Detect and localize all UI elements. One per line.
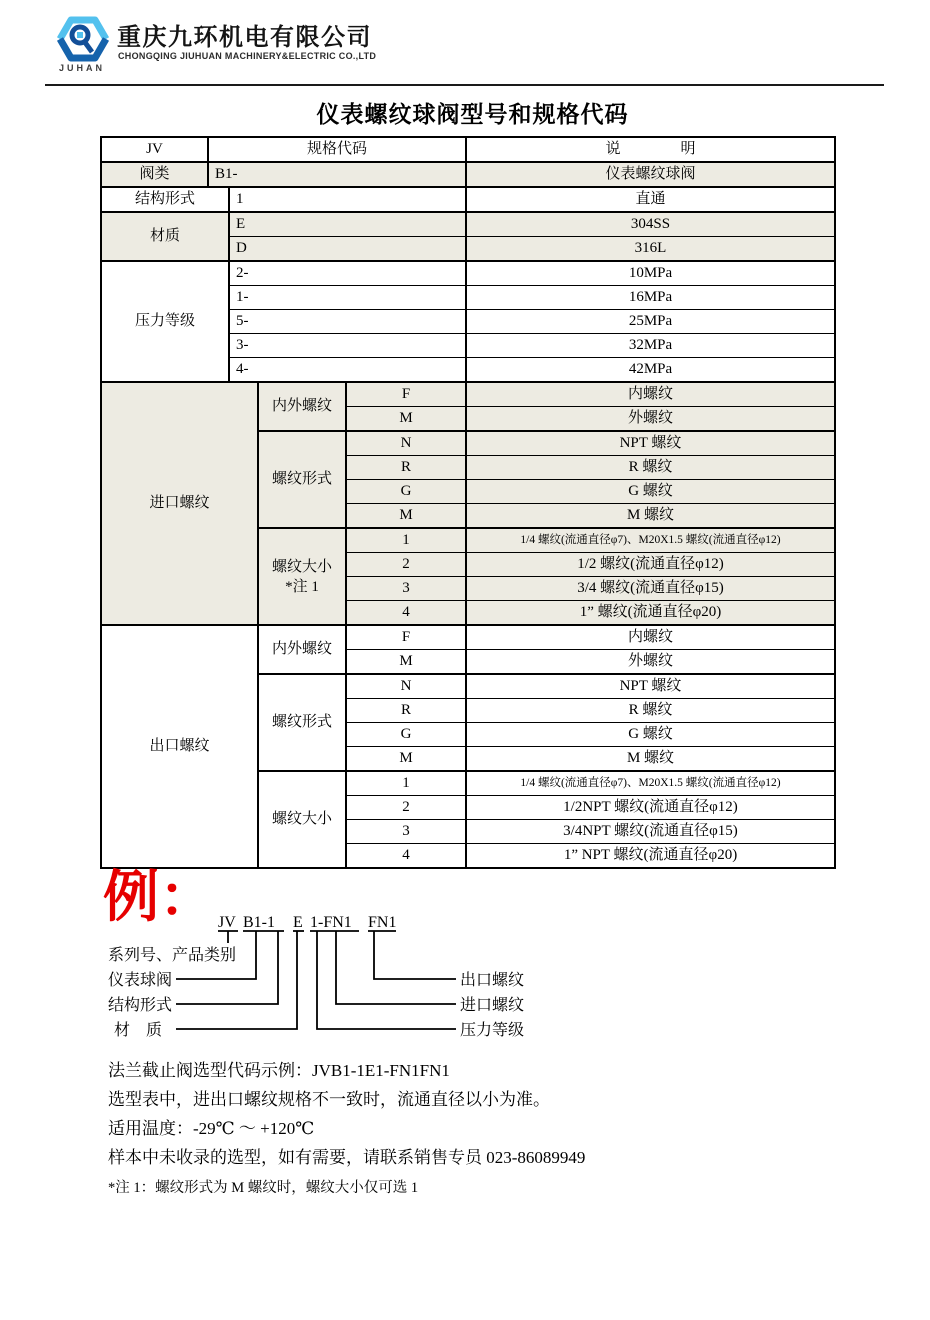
desc-cell: 304SS [630,216,671,233]
code-cell: G [347,480,467,503]
cell-spec-header: 规格代码 [209,138,467,161]
code-cell: 1 [347,772,467,795]
table-row [347,455,834,479]
table-row [347,772,834,795]
table-row [230,357,834,381]
cell-series-code: JV [102,138,209,161]
code-cell: M [347,747,467,770]
table-row [230,262,834,285]
example-label: 例： [103,867,215,929]
table-row [347,843,834,867]
row-label: 出口螺纹 [102,626,259,867]
code-cell: 1 [347,529,467,552]
desc-cell: R 螺纹 [628,459,673,476]
code-cell: 4 [347,844,467,867]
table-row [230,285,834,309]
table-row [347,600,834,624]
table-row [230,333,834,357]
table-row [230,236,834,260]
group-label: 内外螺纹 [259,383,347,430]
code-cell: 1- [230,286,467,309]
desc-cell: 25MPa [628,313,673,330]
inlet-size-group [259,527,834,624]
table-row [347,529,834,552]
note-line: *注 1：螺纹形式为 M 螺纹时，螺纹大小仅可选 1 [108,1180,419,1196]
desc-cell: G 螺纹 [628,483,673,500]
desc-cell: 3/4 螺纹(流通直径φ15) [577,580,724,597]
table-row [347,383,834,406]
desc-cell: 外螺纹 [627,653,673,670]
diagram-labels [108,946,524,1039]
footer-notes [108,1056,585,1203]
code-cell: F [347,626,467,649]
group-label-line1: 螺纹大小 [271,558,332,575]
code-segment: FN1 [368,914,397,931]
row-label: 压力等级 [102,262,230,381]
desc-cell: 316L [634,240,667,257]
table-header-row [102,138,834,161]
table-row [230,213,834,236]
desc-cell: 内螺纹 [627,386,673,403]
desc-cell: 16MPa [628,289,673,306]
table-row [230,309,834,333]
code-cell: R [347,456,467,479]
desc-cell: 42MPa [628,361,673,378]
desc-cell: 3/4NPT 螺纹(流通直径φ15) [563,823,738,840]
desc-cell: 1/2 螺纹(流通直径φ12) [577,556,724,573]
row-label: 阀类 [102,163,209,186]
material-band [102,211,834,260]
code-cell: 1 [230,188,467,211]
outlet-inout-group [259,626,834,673]
table-row [347,432,834,455]
code-segment: E [293,914,303,931]
diagram-label-outlet: 出口螺纹 [460,972,525,989]
page-title: 仪表螺纹球阀型号和规格代码 [316,102,629,127]
code-cell: 5- [230,310,467,333]
table-row [347,722,834,746]
code-cell: N [347,432,467,455]
table-row [347,552,834,576]
company-name-cn: 重庆九环机电有限公司 [117,24,372,51]
desc-cell: 10MPa [628,265,673,282]
code-cell: 2- [230,262,467,285]
desc-cell: 32MPa [628,337,673,354]
note-line: 样本中未收录的选型，如有需要，请联系销售专员 023-86089949 [108,1148,586,1167]
cell-desc-header: 说 明 [605,141,696,158]
pressure-band [102,260,834,381]
desc-cell: 仪表螺纹球阀 [605,166,696,183]
desc-cell: 直通 [635,191,666,208]
row-label: 结构形式 [102,188,230,211]
diagram-label-ballvalve: 仪表球阀 [108,972,173,989]
table-row [347,746,834,770]
table-row [347,795,834,819]
table-row [347,649,834,673]
group-label [259,529,347,624]
diagram-label-series: 系列号、产品类别 [108,947,237,964]
group-label: 螺纹形式 [259,432,347,527]
diagram-label-structure: 结构形式 [108,997,173,1014]
code-cell: N [347,675,467,698]
desc-cell: 内螺纹 [627,629,673,646]
outlet-form-group [259,673,834,770]
header-divider [45,84,884,86]
group-label: 螺纹大小 [259,772,347,867]
table-row [347,698,834,722]
table-row [347,819,834,843]
table-row [347,675,834,698]
code-segment: B1-1 [243,914,275,931]
desc-cell: 1/4 螺纹(流通直径φ7)、M20X1.5 螺纹(流通直径φ12) [520,777,781,790]
row-label: 进口螺纹 [102,383,259,624]
code-cell: F [347,383,467,406]
company-name-en: CHONGQING JIUHUAN MACHINERY&ELECTRIC CO.,LTD [118,51,377,61]
inlet-thread-band [102,381,834,624]
table-row [347,406,834,430]
code-cell: 4 [347,601,467,624]
desc-cell: 1/4 螺纹(流通直径φ7)、M20X1.5 螺纹(流通直径φ12) [520,534,781,547]
diagram-label-inlet: 进口螺纹 [460,997,525,1014]
code-cell: R [347,699,467,722]
desc-cell: G 螺纹 [628,726,673,743]
code-segment: JV [218,914,236,931]
group-label-note: *注 1 [285,578,319,595]
code-cell: G [347,723,467,746]
code-cell: D [230,237,467,260]
code-cell: E [230,213,467,236]
connector-lines [176,931,456,1029]
row-label: 材质 [102,213,230,260]
code-cell: 3- [230,334,467,357]
code-breakdown-diagram [100,898,580,1053]
inlet-form-group [259,430,834,527]
table-row [347,503,834,527]
note-line: 选型表中，进出口螺纹规格不一致时，流通直径以小为准。 [108,1090,550,1109]
logo-wordmark: JUHAN [58,63,105,73]
code-cell: 3 [347,577,467,600]
code-cell: 4- [230,358,467,381]
code-cell: 2 [347,553,467,576]
desc-cell: NPT 螺纹 [619,435,682,452]
code-cell: B1- [209,163,467,186]
desc-cell: M 螺纹 [626,507,675,524]
code-cell: M [347,407,467,430]
code-segment: 1-FN1 [310,914,352,931]
note-line: 法兰截止阀选型代码示例：JVB1-1E1-FN1FN1 [108,1061,450,1080]
valve-class-row [102,161,834,186]
group-label: 螺纹形式 [259,675,347,770]
desc-cell: 1” NPT 螺纹(流通直径φ20) [563,847,738,864]
desc-cell: 1” 螺纹(流通直径φ20) [579,604,722,621]
note-line: 适用温度：-29℃ ～ +120℃ [108,1119,315,1138]
structure-row [102,186,834,211]
table-row [347,576,834,600]
valve-code-table [100,136,836,869]
desc-cell: 外螺纹 [627,410,673,427]
table-row [347,626,834,649]
table-row [347,479,834,503]
example-code [218,914,396,931]
group-label: 内外螺纹 [259,626,347,673]
outlet-thread-band [102,624,834,867]
desc-cell: NPT 螺纹 [619,678,682,695]
diagram-label-material: 材 质 [114,1022,163,1039]
outlet-size-group [259,770,834,867]
inlet-inout-group [259,383,834,430]
desc-cell: 1/2NPT 螺纹(流通直径φ12) [563,799,738,816]
diagram-label-pressure: 压力等级 [460,1022,525,1039]
code-cell: M [347,504,467,527]
company-logo-icon [52,14,114,64]
code-cell: M [347,650,467,673]
code-cell: 2 [347,796,467,819]
code-cell: 3 [347,820,467,843]
desc-cell: M 螺纹 [626,750,675,767]
desc-cell: R 螺纹 [628,702,673,719]
